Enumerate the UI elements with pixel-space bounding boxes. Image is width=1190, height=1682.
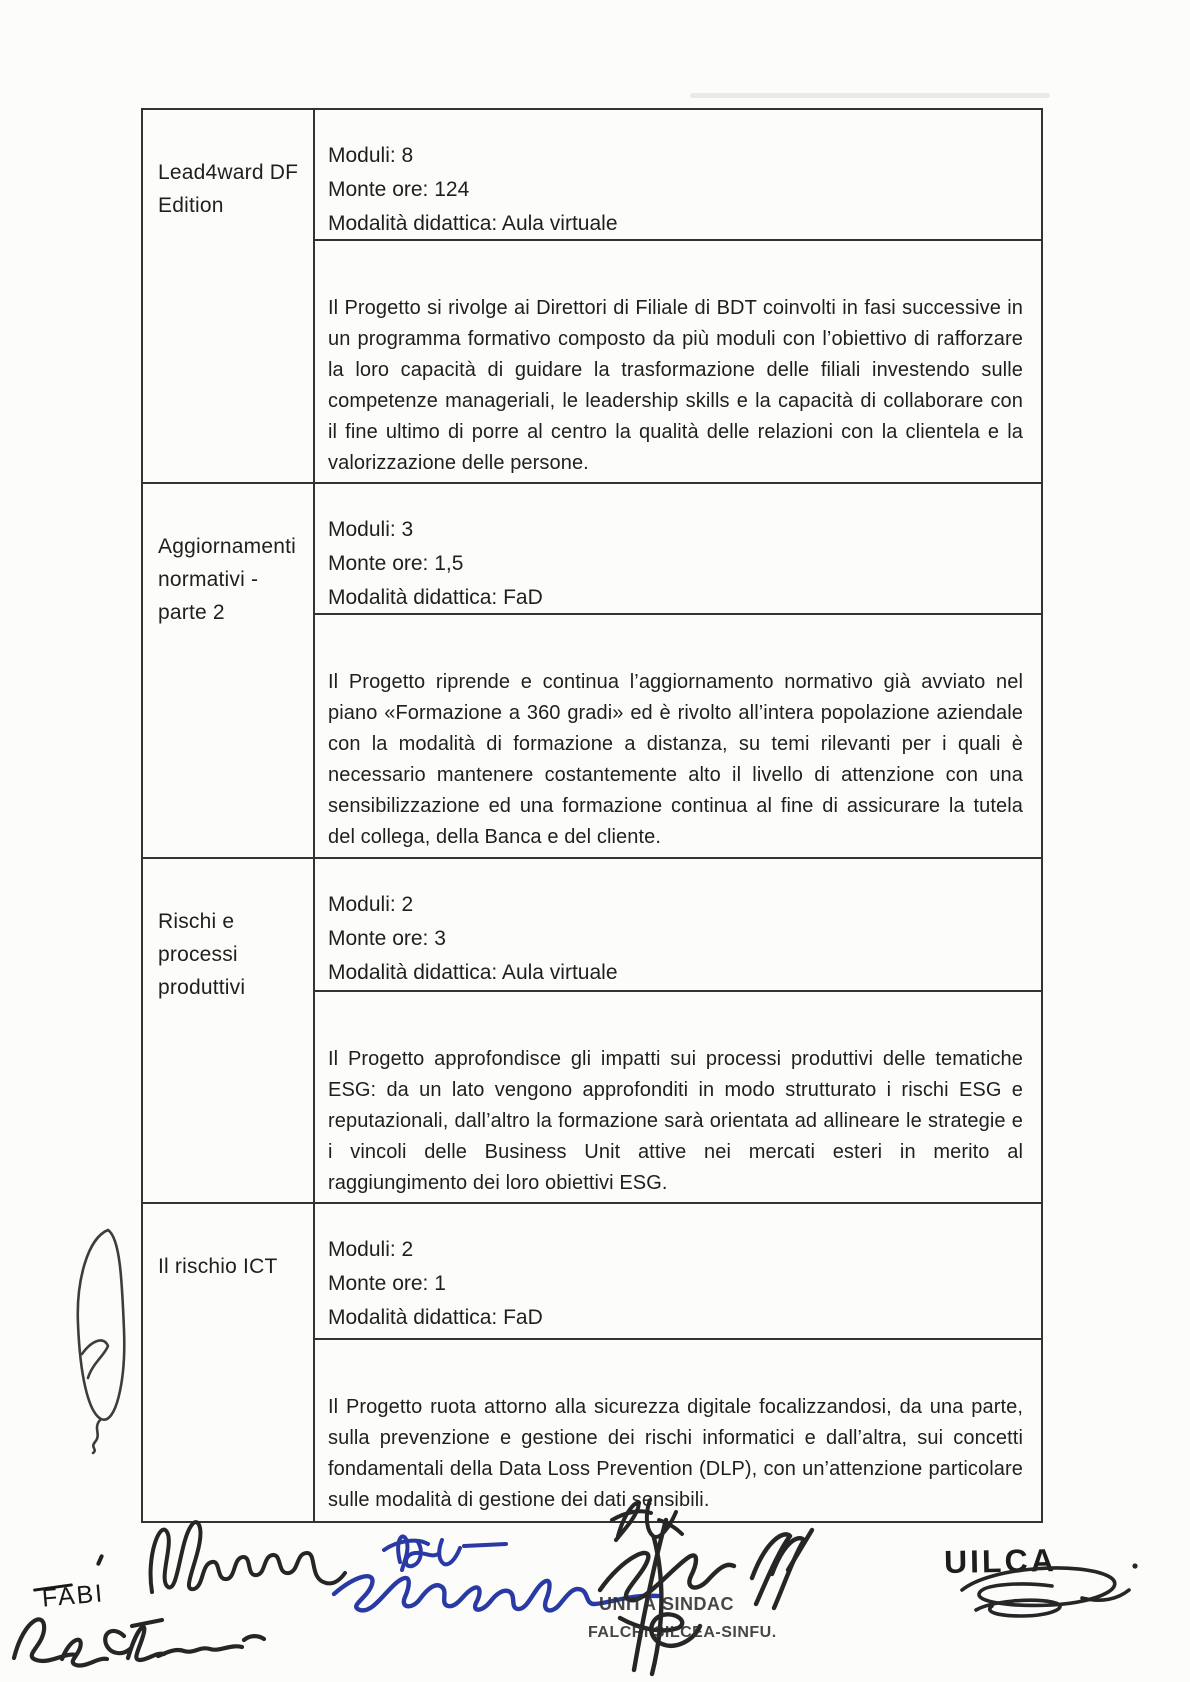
table-row (143, 110, 1041, 484)
course-description: Il Progetto si rivolge ai Direttori di Filiale di BDT coinvolti in fasi successive in un programma formativo composto da più moduli con l’obiettivo di rafforzare la loro capacità di guidare la trasformazione delle filiali investendo sulle competenze manageriali, le leadership skills e la capacità di collaborare con il fine ultimo di porre al centro la qualità delle relazioni con la clientela e la valorizzazione delle persone. (328, 297, 1023, 474)
fabi-union-label: FABI (40, 1579, 106, 1613)
course-monte-ore: Monte ore: 1,5 (328, 552, 464, 575)
table-row (143, 859, 1041, 1204)
course-details (315, 110, 1041, 482)
ink-speck (96, 1554, 105, 1567)
fabi-signer-signature (6, 1596, 271, 1682)
course-table (141, 108, 1043, 1523)
course-moduli: Moduli: 2 (328, 1238, 414, 1261)
course-info (315, 1204, 1041, 1340)
course-monte-ore: Monte ore: 124 (328, 178, 470, 201)
course-description: Il Progetto approfondisce gli impatti sui processi produttivi delle tematiche ESG: da un lato vengono approfonditi in modo strutturato i rischi ESG e reputazionali, dall’altro la formazione sarà orientata ad allineare le strategie e i vincoli delle Business Unit attive nei mercati esteri in merito al raggiungimento dei loro obiettivi ESG. (328, 1048, 1023, 1194)
union-stamp-line1: UNITÀ SINDAC (599, 1594, 734, 1614)
course-details (315, 484, 1041, 857)
table-row (143, 484, 1041, 859)
scan-smudge (690, 93, 1050, 98)
course-moduli: Moduli: 2 (328, 893, 414, 916)
course-info (315, 484, 1041, 615)
course-monte-ore: Monte ore: 1 (328, 1272, 446, 1295)
course-details (315, 1204, 1041, 1521)
course-name: Il rischio ICT (143, 1204, 315, 1521)
course-moduli: Moduli: 8 (328, 144, 414, 167)
uilca-union-label: UILCA (943, 1542, 1058, 1580)
course-modalita: Modalità didattica: Aula virtuale (328, 212, 618, 235)
course-name: Aggiornamenti normativi - parte 2 (143, 484, 315, 857)
course-name: Rischi e processi produttivi (143, 859, 315, 1202)
fabi-cursive-signature (146, 1512, 346, 1607)
course-info (315, 859, 1041, 992)
course-info (315, 110, 1041, 241)
course-modalita: Modalità didattica: FaD (328, 1306, 543, 1329)
fisac-signature-scribbles (556, 1492, 866, 1682)
course-modalita: Modalità didattica: Aula virtuale (328, 961, 618, 984)
course-description: Il Progetto riprende e continua l’aggiornamento normativo già avviato nel piano «Formazione a 360 gradi» ed è rivolto all’intera popolazione aziendale con la modalità di formazione a distanza, su temi rilevanti per i quali è necessario mantenere costantemente alto il livello di attenzione con una sensibilizzazione ed una formazione continua al fine di assicurare la tutela del collega, della Banca e del cliente. (328, 671, 1023, 848)
course-modalita: Modalità didattica: FaD (328, 586, 543, 609)
course-monte-ore: Monte ore: 3 (328, 927, 446, 950)
course-name: Lead4ward DF Edition (143, 110, 315, 482)
course-moduli: Moduli: 3 (328, 518, 414, 541)
course-details (315, 859, 1041, 1202)
union-stamp-line2: FALCRI SILCEA-SINFU. (588, 1624, 777, 1641)
margin-pen-loop-scribble (68, 1222, 148, 1452)
uilca-swirl-signature (930, 1550, 1145, 1635)
table-row (143, 1204, 1041, 1521)
course-description: Il Progetto ruota attorno alla sicurezza digitale focalizzandosi, da una parte, sulla prevenzione e gestione dei rischi informatici e dall’altra, sui concetti fondamentali della Data Loss Prevention (DLP), con un’attenzione particolare sulle modalità di gestione dei dati sensibili. (328, 1396, 1023, 1511)
